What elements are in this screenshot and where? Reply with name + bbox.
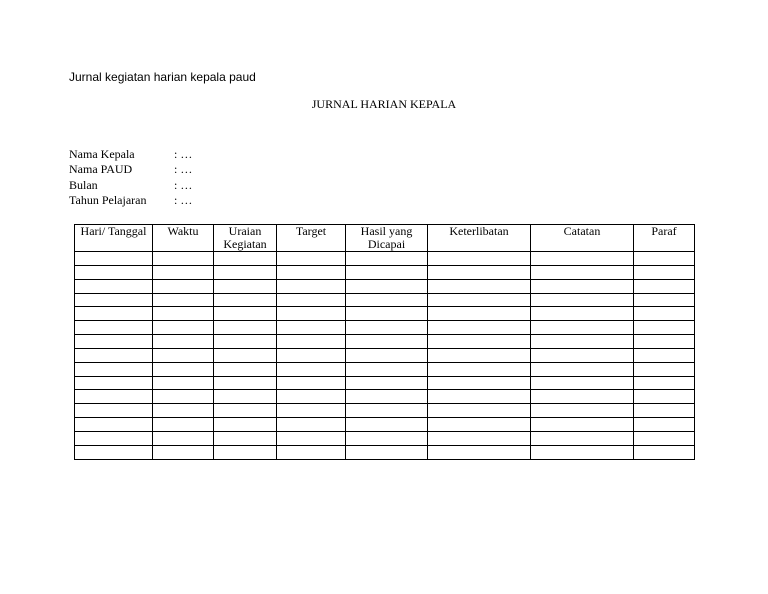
table-cell bbox=[153, 348, 214, 362]
table-cell bbox=[75, 265, 153, 279]
table-cell bbox=[214, 418, 277, 432]
table-cell bbox=[634, 376, 695, 390]
table-cell bbox=[634, 252, 695, 266]
table-cell bbox=[75, 418, 153, 432]
table-cell bbox=[346, 404, 428, 418]
table-row bbox=[75, 418, 695, 432]
table-cell bbox=[428, 307, 531, 321]
table-cell bbox=[634, 307, 695, 321]
table-cell bbox=[277, 376, 346, 390]
info-label: Tahun Pelajaran bbox=[69, 192, 147, 207]
table-cell bbox=[531, 348, 634, 362]
table-header-row bbox=[75, 225, 695, 252]
table-cell bbox=[428, 321, 531, 335]
table-cell bbox=[277, 252, 346, 266]
table-cell bbox=[153, 307, 214, 321]
info-label: Nama PAUD bbox=[69, 162, 133, 177]
table-cell bbox=[428, 293, 531, 307]
table-row bbox=[75, 265, 695, 279]
table-cell bbox=[531, 431, 634, 445]
table-cell bbox=[428, 431, 531, 445]
table-cell bbox=[428, 404, 531, 418]
table-cell bbox=[214, 321, 277, 335]
table-cell bbox=[634, 335, 695, 349]
table-cell bbox=[153, 293, 214, 307]
table-cell bbox=[153, 390, 214, 404]
table-row bbox=[75, 404, 695, 418]
table-cell bbox=[277, 321, 346, 335]
table-cell bbox=[214, 445, 277, 459]
table-cell bbox=[75, 335, 153, 349]
table-cell bbox=[531, 335, 634, 349]
table-cell bbox=[428, 265, 531, 279]
table-row bbox=[75, 321, 695, 335]
table-row bbox=[75, 293, 695, 307]
info-value: : … bbox=[174, 147, 193, 161]
table-cell bbox=[346, 252, 428, 266]
table-cell bbox=[75, 445, 153, 459]
table-cell bbox=[277, 293, 346, 307]
info-row-bulan bbox=[69, 178, 192, 193]
table-cell bbox=[531, 362, 634, 376]
table-cell bbox=[634, 321, 695, 335]
table-cell bbox=[153, 335, 214, 349]
table-cell bbox=[153, 362, 214, 376]
column-header-waktu: Waktu bbox=[153, 225, 214, 252]
table-row bbox=[75, 390, 695, 404]
table-cell bbox=[428, 376, 531, 390]
table-cell bbox=[214, 279, 277, 293]
table-cell bbox=[531, 252, 634, 266]
table-row bbox=[75, 279, 695, 293]
table-cell bbox=[277, 307, 346, 321]
column-header-paraf: Paraf bbox=[634, 225, 695, 252]
table-cell bbox=[75, 431, 153, 445]
table-cell bbox=[277, 445, 346, 459]
table-cell bbox=[531, 279, 634, 293]
info-row-tahun-pelajaran bbox=[69, 193, 192, 208]
table-cell bbox=[634, 348, 695, 362]
table-cell bbox=[531, 445, 634, 459]
table-cell bbox=[531, 307, 634, 321]
table-cell bbox=[428, 348, 531, 362]
table-cell bbox=[634, 404, 695, 418]
journal-table bbox=[74, 224, 695, 460]
table-cell bbox=[75, 307, 153, 321]
table-row bbox=[75, 431, 695, 445]
table-cell bbox=[634, 279, 695, 293]
table-cell bbox=[75, 348, 153, 362]
table-cell bbox=[277, 335, 346, 349]
table-cell bbox=[75, 252, 153, 266]
table-cell bbox=[153, 376, 214, 390]
table-cell bbox=[153, 431, 214, 445]
table-cell bbox=[277, 348, 346, 362]
table-cell bbox=[153, 265, 214, 279]
table-cell bbox=[277, 418, 346, 432]
table-cell bbox=[75, 293, 153, 307]
table-cell bbox=[634, 265, 695, 279]
table-cell bbox=[346, 279, 428, 293]
table-cell bbox=[214, 376, 277, 390]
table-cell bbox=[75, 279, 153, 293]
table-row bbox=[75, 252, 695, 266]
table-cell bbox=[531, 418, 634, 432]
table-cell bbox=[346, 445, 428, 459]
table-cell bbox=[634, 293, 695, 307]
table-cell bbox=[346, 348, 428, 362]
table-cell bbox=[277, 431, 346, 445]
table-cell bbox=[346, 335, 428, 349]
info-section bbox=[69, 147, 192, 208]
document-heading: Jurnal kegiatan harian kepala paud bbox=[69, 70, 256, 84]
table-cell bbox=[214, 335, 277, 349]
info-label: Bulan bbox=[69, 177, 98, 192]
column-header-keterlibatan: Keterlibatan bbox=[428, 225, 531, 252]
info-label: Nama Kepala bbox=[69, 147, 135, 161]
table-cell bbox=[634, 362, 695, 376]
table-cell bbox=[153, 418, 214, 432]
column-header-catatan: Catatan bbox=[531, 225, 634, 252]
table-cell bbox=[531, 390, 634, 404]
table-cell bbox=[214, 404, 277, 418]
table-cell bbox=[153, 404, 214, 418]
table-cell bbox=[428, 362, 531, 376]
table-cell bbox=[214, 431, 277, 445]
table-cell bbox=[531, 265, 634, 279]
table-cell bbox=[153, 279, 214, 293]
table-cell bbox=[428, 279, 531, 293]
table-cell bbox=[346, 431, 428, 445]
info-value: : … bbox=[174, 177, 193, 192]
table-cell bbox=[346, 362, 428, 376]
table-cell bbox=[277, 279, 346, 293]
table-cell bbox=[531, 376, 634, 390]
table-cell bbox=[214, 348, 277, 362]
column-header-uraian-kegiatan: Uraian Kegiatan bbox=[214, 225, 277, 252]
table-body bbox=[75, 252, 695, 460]
table-cell bbox=[346, 307, 428, 321]
table-cell bbox=[277, 390, 346, 404]
info-value: : … bbox=[174, 162, 193, 177]
table-cell bbox=[214, 265, 277, 279]
table-cell bbox=[428, 418, 531, 432]
table-cell bbox=[531, 321, 634, 335]
table-cell bbox=[153, 321, 214, 335]
info-value: : … bbox=[174, 192, 193, 207]
table-row bbox=[75, 335, 695, 349]
table-cell bbox=[428, 252, 531, 266]
table-cell bbox=[214, 307, 277, 321]
journal-title: JURNAL HARIAN KEPALA bbox=[311, 97, 457, 111]
table-cell bbox=[346, 390, 428, 404]
table-cell bbox=[346, 265, 428, 279]
table-cell bbox=[277, 265, 346, 279]
table-row bbox=[75, 445, 695, 459]
table-cell bbox=[75, 321, 153, 335]
column-header-target: Target bbox=[277, 225, 346, 252]
table-row bbox=[75, 362, 695, 376]
table-row bbox=[75, 348, 695, 362]
table-cell bbox=[531, 293, 634, 307]
table-cell bbox=[346, 418, 428, 432]
info-row-nama-kepala bbox=[69, 147, 192, 162]
table-cell bbox=[75, 404, 153, 418]
table-cell bbox=[634, 445, 695, 459]
table-cell bbox=[153, 252, 214, 266]
table-cell bbox=[428, 390, 531, 404]
table-cell bbox=[277, 362, 346, 376]
table-cell bbox=[346, 376, 428, 390]
table-cell bbox=[634, 431, 695, 445]
info-row-nama-paud bbox=[69, 162, 192, 177]
table-cell bbox=[428, 445, 531, 459]
table-cell bbox=[214, 390, 277, 404]
table-cell bbox=[75, 376, 153, 390]
table-row bbox=[75, 376, 695, 390]
table-cell bbox=[634, 418, 695, 432]
table-row bbox=[75, 307, 695, 321]
table-cell bbox=[75, 390, 153, 404]
table-cell bbox=[346, 293, 428, 307]
table-cell bbox=[153, 445, 214, 459]
table-cell bbox=[277, 404, 346, 418]
table-cell bbox=[428, 335, 531, 349]
table-cell bbox=[75, 362, 153, 376]
table-cell bbox=[346, 321, 428, 335]
table-cell bbox=[634, 390, 695, 404]
table-cell bbox=[531, 404, 634, 418]
column-header-hari-tanggal: Hari/ Tanggal bbox=[75, 225, 153, 252]
table-cell bbox=[214, 293, 277, 307]
table-cell bbox=[214, 362, 277, 376]
column-header-hasil-yang-dicapai: Hasil yang Dicapai bbox=[346, 225, 428, 252]
table-cell bbox=[214, 252, 277, 266]
